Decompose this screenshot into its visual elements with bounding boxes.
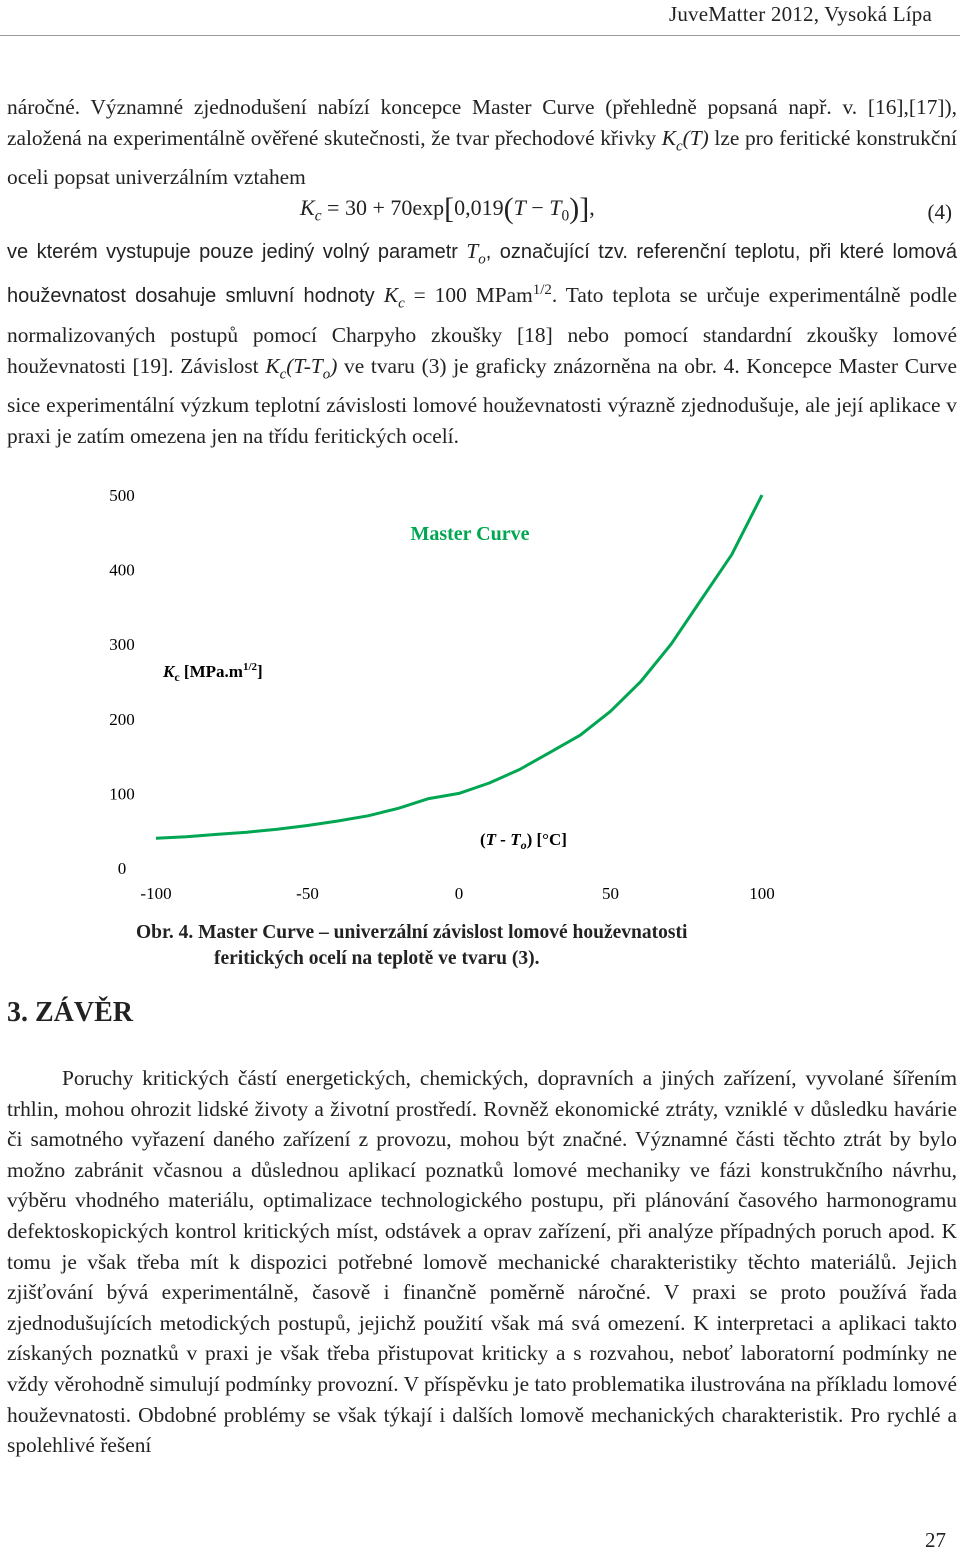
eq-t: T bbox=[513, 195, 526, 220]
y-tick-label: 500 bbox=[109, 486, 135, 505]
x-tick-label: 100 bbox=[749, 884, 775, 903]
master-curve-figure bbox=[100, 480, 800, 910]
eq-k: K bbox=[300, 195, 315, 220]
page-number: 27 bbox=[925, 1528, 946, 1552]
eq-paren-open: ( bbox=[503, 192, 514, 225]
caption-line-2: feritických ocelí na teplotě ve tvaru (3). bbox=[214, 948, 540, 969]
p2-sup: 1/2 bbox=[532, 282, 552, 299]
kc-arg-close-3: ) bbox=[330, 353, 338, 378]
eq-tail: , bbox=[589, 195, 595, 220]
conclusion-text: Poruchy kritických částí energetických, chemických, dopravních a jiných zařízení, vyvolané šířením trhlin, mohou ohrozit lidské životy a životní prostředí. Rovněž ekonomické ztráty, vzniklé v důsledku havárie či samotného vyřazení daného zařízení z provozu, mohou být značné. Významné části těchto ztrát by bylo možno zabránit včasnou a důslednou aplikací poznatků lomové mechaniky ve fázi konstrukčního návrhu, výběru vhodného materiálu, optimalizace technologického postupu, při plánování časového harmonogramu defektoskopických kontrol kritických míst, odstávek a oprav zařízení, při analýze případných poruch apod. K tomu je však třeba mít k dispozici potřebné lomově mechanické charakteristiky těchto materiálů. Jejich zjišťování bývá experimentálně, časově i finančně poměrně náročné. V praxi se proto používá řada zjednodušujících metodických postupů, jejichž použití však má svá omezení. K interpretaci a aplikaci takto získaných poznatků v praxi je však třeba přistupovat kriticky a s rozvahou, neboť laboratorní podmínky ne vždy věrohodně simulují podmínky provozní. V příspěvku je tato problematika ilustrována na příkladu lomové houževnatosti. Obdobné problémy se však týkají i dalších lomově mechanických charakteristik. Pro rychlé a spolehlivé řešení bbox=[7, 1066, 957, 1458]
x-label-t: T - T bbox=[485, 830, 521, 849]
p2-value: = 100 MPam bbox=[404, 283, 533, 308]
p2-sans-2: , označující tzv. referenční teplotu, při které lomová houževnatost dosahuje smluvní hodnoty bbox=[7, 241, 957, 308]
chart-title: Master Curve bbox=[410, 523, 530, 545]
to-subscript: o bbox=[478, 251, 486, 268]
caption-line-1: Obr. 4. Master Curve – univerzální závislost lomové houževnatosti bbox=[136, 922, 688, 943]
y-tick-label: 400 bbox=[109, 560, 135, 580]
to-subscript-3: o bbox=[322, 365, 331, 382]
eq-t0: T bbox=[549, 195, 562, 220]
kc-subscript-2: c bbox=[398, 295, 405, 312]
y-label-end: ] bbox=[257, 662, 263, 681]
y-label-sup: 1/2 bbox=[242, 661, 257, 673]
eq-coefficient: 0,019 bbox=[454, 195, 504, 220]
kc-symbol-3: K bbox=[265, 353, 280, 378]
x-tick-label: 50 bbox=[602, 884, 619, 903]
x-tick-label: 0 bbox=[454, 884, 464, 903]
y-axis-label bbox=[162, 661, 263, 684]
running-header: JuveMatter 2012, Vysoká Lípa bbox=[668, 2, 932, 26]
equation-number: (4) bbox=[927, 200, 952, 224]
y-tick-labels bbox=[109, 486, 135, 878]
eq-bracket-open: [ bbox=[444, 192, 455, 225]
p2-text-4: ve tvaru (3) je graficky znázorněna na obr. 4. Koncepce Master Curve sice experimentální výzkum teplotní závislosti lomové houževnatosti výrazně zjednodušuje, ale její aplikace v praxi je zatím omezena jen na třídu feritických ocelí. bbox=[7, 353, 957, 448]
header-divider bbox=[0, 35, 960, 36]
kc-subscript-3: c bbox=[279, 365, 287, 382]
paragraph-master-curve bbox=[7, 236, 957, 452]
figure-caption bbox=[136, 920, 796, 972]
p2-sans-1: ve kterém vystupuje pouze jediný volný parametr bbox=[7, 241, 467, 263]
intro-text-1: náročné. Významné zjednodušení nabízí koncepce Master Curve (přehledně popsaná např. v. [16],[17]), založená na experimentálně ověřené skutečnosti, že tvar přechodové křivky bbox=[7, 95, 957, 150]
p2-text-3: . Tato teplota se určuje experimentálně podle normalizovaných postupů pomocí Charpyho zkoušky [18] nebo pomocí standardní zkoušky lomové houževnatosti [19]. Závislost bbox=[7, 283, 957, 378]
eq-minus: − bbox=[525, 195, 550, 220]
y-label-k: K bbox=[163, 662, 175, 681]
kc-subscript: c bbox=[675, 138, 683, 155]
eq-middle: = 30 + 70exp bbox=[321, 195, 445, 220]
master-curve-chart bbox=[100, 480, 800, 910]
eq-t0-sub: 0 bbox=[561, 207, 570, 225]
x-label-sub: o bbox=[520, 838, 527, 852]
y-label-unit: [MPa.m bbox=[179, 662, 243, 681]
y-tick-label: 100 bbox=[109, 784, 135, 804]
x-label-unit: ) [°C] bbox=[526, 830, 567, 849]
y-tick-label: 0 bbox=[117, 859, 127, 878]
y-label-sub: c bbox=[174, 670, 180, 684]
equation-4 bbox=[300, 192, 595, 226]
section-heading: 3. ZÁVĚR bbox=[7, 997, 134, 1028]
x-label-open: ( bbox=[480, 830, 486, 849]
kc-symbol-2: K bbox=[383, 283, 399, 308]
eq-paren-close: ) bbox=[569, 192, 580, 225]
paragraph-intro bbox=[7, 92, 957, 193]
x-tick-label: -50 bbox=[296, 884, 319, 903]
kc-symbol: K bbox=[661, 126, 676, 150]
x-tick-label: -100 bbox=[140, 884, 172, 903]
x-tick-labels bbox=[140, 884, 774, 903]
kc-arg-3: (T-T bbox=[286, 353, 323, 378]
to-symbol: T bbox=[466, 239, 479, 263]
eq-bracket-close: ] bbox=[579, 192, 590, 225]
y-tick-label: 200 bbox=[109, 709, 135, 729]
conclusion-paragraph bbox=[7, 1063, 957, 1461]
y-tick-label: 300 bbox=[109, 635, 135, 655]
x-axis-label bbox=[480, 830, 567, 852]
intro-text-2: lze pro feritické konstrukční oceli popsat univerzálním vztahem bbox=[7, 126, 958, 190]
eq-k-sub: c bbox=[314, 207, 322, 225]
kc-argument: (T) bbox=[682, 126, 709, 150]
